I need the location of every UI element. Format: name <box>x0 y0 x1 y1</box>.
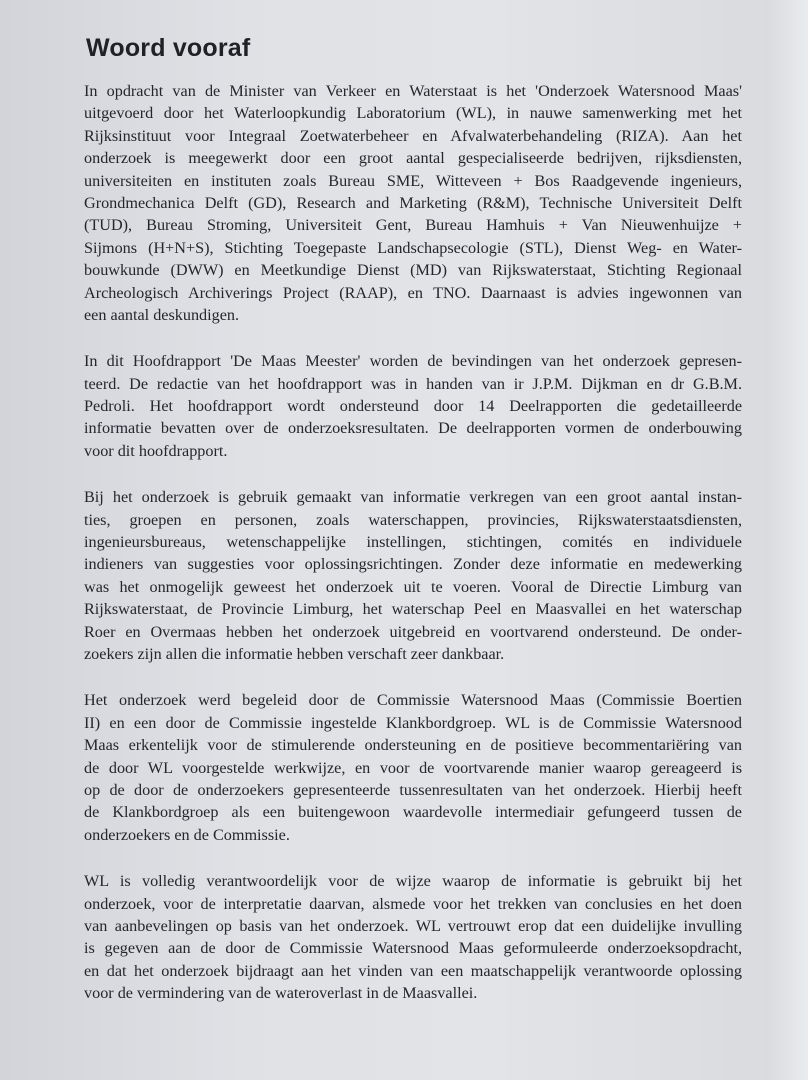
text-line: In dit Hoofdrapport 'De Maas Meester' worden de bevindingen van het onderzoek gepresen- <box>84 352 742 371</box>
text-line: Rijkswaterstaat, de Provincie Limburg, het waterschap Peel en Maasvallei en het waterschap <box>84 600 742 619</box>
text-line: informatie bevatten over de onderzoeksresultaten. De deelrapporten vormen de onderbouwing <box>84 419 742 438</box>
paragraph <box>84 689 742 846</box>
text-line: de Klankbordgroep als een buitengewoon waardevolle intermediair gefungeerd tussen de <box>84 803 742 822</box>
paragraph <box>84 80 742 326</box>
text-line: Grondmechanica Delft (GD), Research and Marketing (R&M), Technische Universiteit Delft <box>84 193 742 212</box>
text-line: teerd. De redactie van het hoofdrapport was in handen van ir J.P.M. Dijkman en dr G.B.M. <box>84 374 742 393</box>
text-line: onderzoek, voor de interpretatie daarvan, alsmede voor het trekken van conclusies en het doen <box>84 894 742 913</box>
text-line: een aantal deskundigen. <box>84 305 240 324</box>
text-line: ties, groepen en personen, zoals waterschappen, provincies, Rijkswaterstaatsdiensten, <box>84 510 742 529</box>
text-line: Maas erkentelijk voor de stimulerende ondersteuning en de positieve becommentariëring van <box>84 736 742 755</box>
text-line: zoekers zijn allen die informatie hebben verschaft zeer dankbaar. <box>84 644 505 663</box>
text-line: was het onmogelijk geweest het onderzoek uit te voeren. Vooral de Directie Limburg van <box>84 577 742 596</box>
text-line: WL is volledig verantwoordelijk voor de wijze waarop de informatie is gebruikt bij het <box>84 872 742 891</box>
text-line: Roer en Overmaas hebben het onderzoek uitgebreid en voortvarend ondersteund. De onder- <box>84 622 742 641</box>
text-line: Bij het onderzoek is gebruik gemaakt van informatie verkregen van een groot aantal instan- <box>84 488 742 507</box>
text-line: Archeologisch Archiverings Project (RAAP), en TNO. Daarnaast is advies ingewonnen van <box>84 283 742 302</box>
page-title: Woord vooraf <box>86 34 251 62</box>
text-line: bouwkunde (DWW) en Meetkundige Dienst (MD) van Rijkswaterstaat, Stichting Regionaal <box>84 261 742 280</box>
paragraph <box>84 350 742 462</box>
text-line: onderzoek is meegewerkt door een groot aantal gespecialiseerde bedrijven, rijksdiensten, <box>84 149 742 168</box>
text-line: Het onderzoek werd begeleid door de Commissie Watersnood Maas (Commissie Boertien <box>84 691 742 710</box>
text-line: voor de vermindering van de wateroverlast in de Maasvallei. <box>84 984 478 1003</box>
text-line: Sijmons (H+N+S), Stichting Toegepaste Landschapsecologie (STL), Dienst Weg- en Water- <box>84 238 742 257</box>
paragraph <box>84 486 742 665</box>
text-line: op de door de onderzoekers gepresenteerde tussenresultaten van het onderzoek. Hierbij heeft <box>84 780 742 799</box>
text-line: Pedroli. Het hoofdrapport wordt ondersteund door 14 Deelrapporten die gedetailleerde <box>84 397 742 416</box>
text-line: (TUD), Bureau Stroming, Universiteit Gent, Bureau Hamhuis + Van Nieuwenhuijze + <box>84 216 742 235</box>
text-line: universiteiten en instituten zoals Bureau SME, Witteveen + Bos Raadgevende ingenieurs, <box>84 171 742 190</box>
text-line: ingenieursbureaus, wetenschappelijke instellingen, stichtingen, comités en individuele <box>84 533 742 552</box>
text-line: uitgevoerd door het Waterloopkundig Laboratorium (WL), in nauwe samenwerking met het <box>84 104 742 123</box>
document-body <box>84 80 742 1028</box>
text-line: onderzoekers en de Commissie. <box>84 825 290 844</box>
text-line: en dat het onderzoek bijdraagt aan het vinden van een maatschappelijk verantwoorde oplossing <box>84 961 742 980</box>
text-line: indieners van suggesties voor oplossingsrichtingen. Zonder deze informatie en medewerking <box>84 555 742 574</box>
text-line: Rijksinstituut voor Integraal Zoetwaterbeheer en Afvalwaterbehandeling (RIZA). Aan het <box>84 126 742 145</box>
text-line: van aanbevelingen op basis van het onderzoek. WL vertrouwt erop dat een duidelijke invulling <box>84 916 742 935</box>
text-line: is gegeven aan de door de Commissie Watersnood Maas geformuleerde onderzoeksopdracht, <box>84 939 742 958</box>
text-line: de door WL voorgestelde werkwijze, en voor de voortvarende manier waarop gereageerd is <box>84 758 742 777</box>
text-line: voor dit hoofdrapport. <box>84 441 228 460</box>
text-line: II) en een door de Commissie ingestelde Klankbordgroep. WL is de Commissie Watersnood <box>84 713 742 732</box>
text-line: In opdracht van de Minister van Verkeer en Waterstaat is het 'Onderzoek Watersnood Maas' <box>84 82 742 100</box>
paragraph <box>84 870 742 1004</box>
